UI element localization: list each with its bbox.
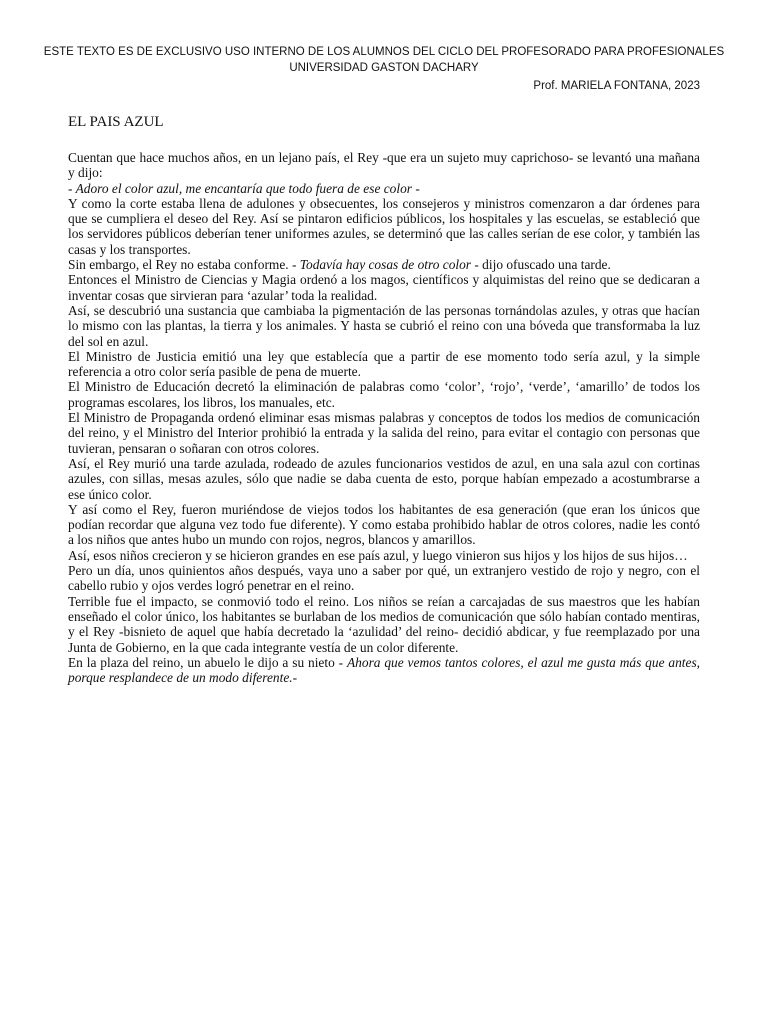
paragraph-11: Y así como el Rey, fueron muriéndose de viejos todos los habitantes de esa generación (que eran los únicos que podían recordar que alguna vez todo fue diferente). Y como estaba prohibido hablar de otros colores, nadie les contó a los niños que antes hubo un mundo con rojos, negros, blancos y amarillos. <box>68 501 700 548</box>
paragraph-13: Pero un día, unos quinientos años después, vaya uno a saber por qué, un extranjero vestido de rojo y negro, con el cabello rubio y ojos verdes logró penetrar en el reino. <box>68 563 700 594</box>
grandfather-quote: Ahora que vemos tantos colores, el azul me gusta más que antes, porque resplandece de un modo diferente.- <box>68 654 701 686</box>
paragraph-9: El Ministro de Propaganda ordenó eliminar esas mismas palabras y conceptos de todos los medios de comunicación del reino, y el Ministro del Interior prohibió la entrada y la salida del reino, para evitar el contagio con personas que tuvieran, pensaran o soñaran con otros colores. <box>68 410 700 456</box>
paragraph-2 <box>68 181 700 196</box>
king-quote-2: Todavía hay cosas de otro color <box>299 257 472 273</box>
paragraph-15-start: En la plaza del reino, un abuelo le dijo a su nieto - <box>68 654 347 670</box>
king-quote: - Adoro el color azul, me encantaría que todo fuera de ese color - <box>68 180 420 196</box>
paragraph-3: Y como la corte estaba llena de adulones y obsecuentes, los consejeros y ministros comenzaron a dar órdenes para que se cumpliera el deseo del Rey. Así se pintaron edificios públicos, los hospitales y las escuelas, se estableció que los servidores públicos deberían tener uniformes azules, se determinó que las calles serían de ese color, y también las casas y los transportes. <box>68 195 700 257</box>
paragraph-1: Cuentan que hace muchos años, en un lejano país, el Rey -que era un sujeto muy caprichoso- se levantó una mañana y dijo: <box>68 150 700 181</box>
story-title: EL PAIS AZUL <box>68 114 164 130</box>
paragraph-4-end: - dijo ofuscado una tarde. <box>471 257 611 273</box>
paragraph-6: Así, se descubrió una sustancia que cambiaba la pigmentación de las personas tornándolas azules, y otras que hacían lo mismo con las plantas, la tierra y los animales. Y hasta se cubrió el reino con una bóveda que transformaba la luz del sol en azul. <box>68 302 700 349</box>
story-body <box>68 150 700 685</box>
paragraph-14: Terrible fue el impacto, se conmovió todo el reino. Los niños se reían a carcajadas de sus maestros que les habían enseñado el color único, los habitantes se burlaban de los medios de comunicación que sólo habían contado mentiras, y el Rey -bisnieto de aquel que había decretado la ‘azulidad’ del reino- decidió abdicar, y fue reemplazado por una Junta de Gobierno, en la que cada integrante vestía de un color diferente. <box>68 593 700 655</box>
paragraph-4 <box>68 257 700 272</box>
paragraph-15 <box>68 655 700 686</box>
header-author: Prof. MARIELA FONTANA, 2023 <box>533 80 700 92</box>
header-university: UNIVERSIDAD GASTON DACHARY <box>289 62 479 74</box>
paragraph-8: El Ministro de Educación decretó la eliminación de palabras como ‘color’, ‘rojo’, ‘verde’, ‘amarillo’ de todos los programas escolares, los libros, los manuales, etc. <box>68 379 700 410</box>
paragraph-7: El Ministro de Justicia emitió una ley que establecía que a partir de ese momento todo sería azul, y la simple referencia a otro color sería pasible de pena de muerte. <box>68 348 700 380</box>
document-header <box>0 44 768 94</box>
paragraph-12: Así, esos niños crecieron y se hicieron grandes en ese país azul, y luego vinieron sus hijos y los hijos de sus hijos… <box>68 547 688 563</box>
header-notice: ESTE TEXTO ES DE EXCLUSIVO USO INTERNO DE LOS ALUMNOS DEL CICLO DEL PROFESORADO PARA PROFESIONALES <box>43 46 725 58</box>
paragraph-5: Entonces el Ministro de Ciencias y Magia ordenó a los magos, científicos y alquimistas del reino que se dedicaran a inventar cosas que sirvieran para ‘azular’ toda la realidad. <box>68 272 700 303</box>
paragraph-4-start: Sin embargo, el Rey no estaba conforme. - <box>68 257 300 273</box>
paragraph-10: Así, el Rey murió una tarde azulada, rodeado de azules funcionarios vestidos de azul, en una sala azul con cortinas azules, con sillas, mesas azules, sólo que nadie se daba cuenta de esto, porque habían empezado a acostumbrarse a ese único color. <box>68 455 700 502</box>
